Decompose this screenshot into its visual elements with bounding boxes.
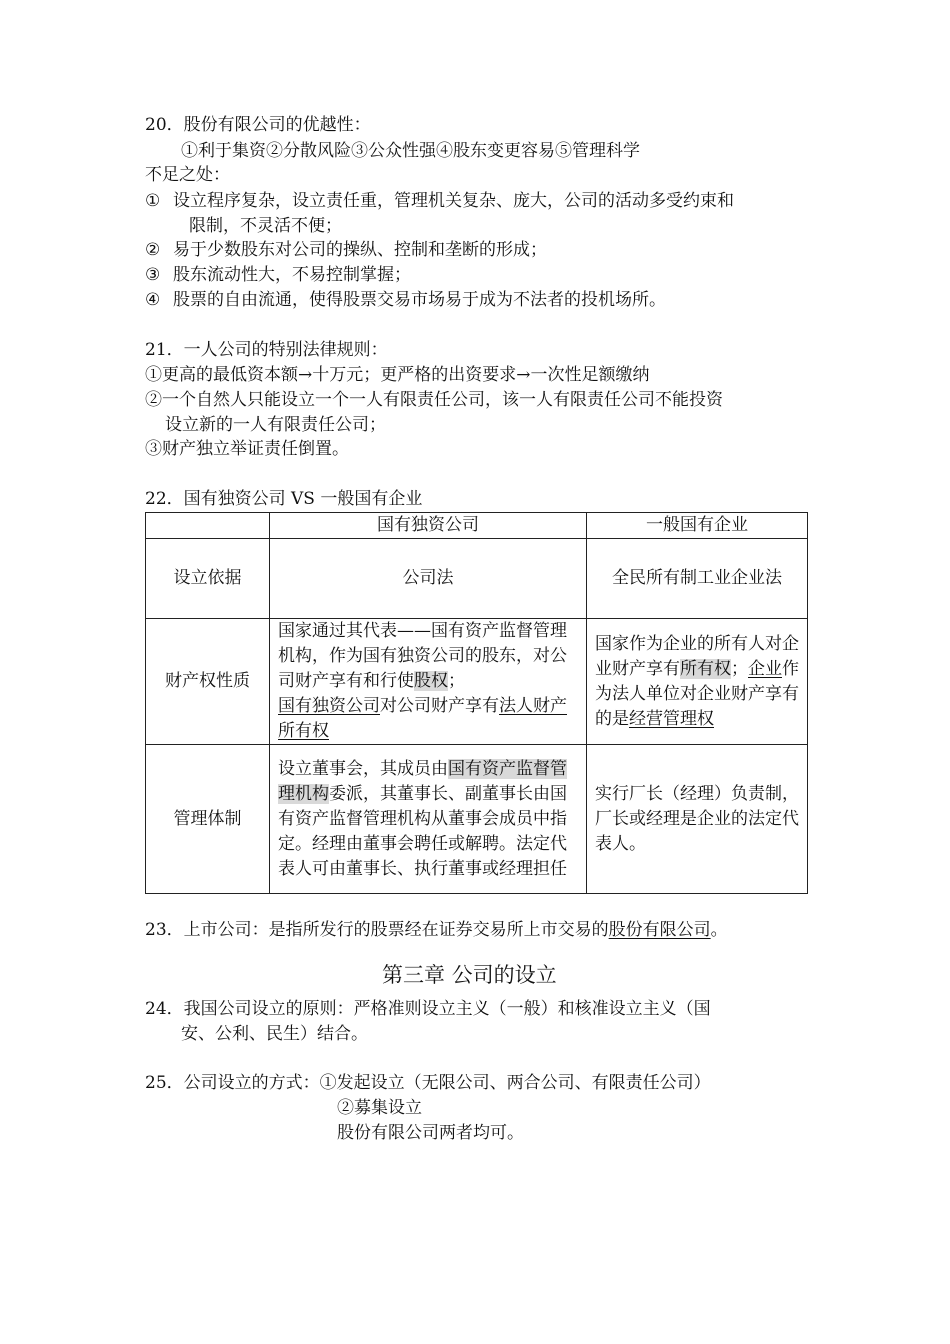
s25-line-3: 股份有限公司两者均可。 bbox=[337, 1123, 524, 1143]
cell-management-col-1 bbox=[270, 745, 587, 894]
s21-line-2-cont: 设立新的一人有限责任公司； bbox=[165, 415, 386, 435]
s22-title: 22．国有独资公司 VS 一般国有企业 bbox=[145, 489, 423, 509]
s20-item-1-cont: 限制，不灵活不便； bbox=[189, 216, 342, 236]
s24-line-2: 安、公利、民生）结合。 bbox=[181, 1024, 368, 1044]
property-c2-text-3: 作为法人单位对企业财产享有的是 bbox=[595, 658, 799, 729]
cell-basis-col-2: 全民所有制工业企业法 bbox=[587, 539, 808, 619]
management-c1-text-2: 委派，其董事长、副董事长由国有资产监督管理机构从董事会成员中指定。经理由董事会聘任或解聘。法定代表人可由董事长、执行董事或经理担任 bbox=[278, 783, 567, 879]
table-header-empty bbox=[146, 513, 270, 539]
property-c2-text-2: ； bbox=[731, 658, 748, 679]
comparison-table bbox=[145, 512, 808, 894]
table-row bbox=[146, 539, 808, 619]
chapter-title: 第三章 公司的设立 bbox=[382, 963, 557, 987]
property-c1-highlight: 股权 bbox=[414, 671, 448, 691]
s20-item-2-num: ② bbox=[145, 240, 161, 260]
row-label-management: 管理体制 bbox=[146, 745, 270, 894]
row-label-property: 财产权性质 bbox=[146, 619, 270, 745]
table-header-col-1: 国有独资公司 bbox=[270, 513, 587, 539]
s20-title: 20．股份有限公司的优越性： bbox=[145, 115, 371, 135]
property-c2-underline-2: 经营管理权 bbox=[629, 708, 714, 729]
management-c1-text-1: 设立董事会，其成员由 bbox=[278, 758, 448, 779]
property-c1-text-3: 对公司财产享有 bbox=[380, 696, 499, 716]
s25-line-2: ②募集设立 bbox=[337, 1098, 422, 1118]
s23-underlined: 股份有限公司 bbox=[608, 920, 711, 940]
s20-item-4-num: ④ bbox=[145, 290, 161, 310]
property-c1-text-1: 国家通过其代表——国有资产监督管理机构，作为国有独资公司的股东，对公司财产享有和行使 bbox=[278, 621, 567, 691]
s20-item-3-num: ③ bbox=[145, 265, 161, 285]
cell-property-col-1 bbox=[270, 619, 587, 745]
s21-line-3: ③财产独立举证责任倒置。 bbox=[145, 439, 349, 459]
s20-item-3-text: 股东流动性大，不易控制掌握； bbox=[173, 265, 411, 285]
s20-advantages: ①利于集资②分散风险③公众性强④股东变更容易⑤管理科学 bbox=[181, 141, 640, 161]
cell-management-col-2: 实行厂长（经理）负责制，厂长或经理是企业的法定代表人。 bbox=[587, 745, 808, 894]
s23-line bbox=[145, 918, 728, 943]
property-c1-underline-2: 法人财产所有权 bbox=[278, 696, 567, 741]
cell-basis-col-1: 公司法 bbox=[270, 539, 587, 619]
s20-item-1-num: ① bbox=[145, 191, 161, 211]
property-c1-text-2: ； bbox=[448, 671, 465, 691]
property-c1-underline-1: 国有独资公司 bbox=[278, 696, 380, 716]
management-c1-highlight: 国有资产监督管理机构 bbox=[278, 758, 567, 804]
table-row bbox=[146, 619, 808, 745]
s20-shortcomings-title: 不足之处： bbox=[145, 165, 230, 185]
property-c2-text-1: 国家作为企业的所有人对企业财产享有 bbox=[595, 633, 799, 679]
s20-item-1-text: 设立程序复杂，设立责任重，管理机关复杂、庞大，公司的活动多受约束和 bbox=[173, 191, 734, 211]
s21-title: 21．一人公司的特别法律规则： bbox=[145, 340, 388, 360]
s20-item-2-text: 易于少数股东对公司的操纵、控制和垄断的形成； bbox=[173, 240, 547, 260]
table-row bbox=[146, 745, 808, 894]
row-label-basis: 设立依据 bbox=[146, 539, 270, 619]
s20-item-4-text: 股票的自由流通，使得股票交易市场易于成为不法者的投机场所。 bbox=[173, 290, 666, 310]
s25-line-1: 25．公司设立的方式：①发起设立（无限公司、两合公司、有限责任公司） bbox=[145, 1073, 711, 1093]
cell-property-col-2 bbox=[587, 619, 808, 745]
s21-line-1: ①更高的最低资本额→十万元；更严格的出资要求→一次性足额缴纳 bbox=[145, 365, 650, 385]
s24-line-1: 24．我国公司设立的原则：严格准则设立主义（一般）和核准设立主义（国 bbox=[145, 999, 711, 1019]
property-c2-underline-1: 企业 bbox=[748, 658, 782, 679]
table-header-row bbox=[146, 513, 808, 539]
s23-prefix: 23．上市公司：是指所发行的股票经在证券交易所上市交易的 bbox=[145, 920, 609, 940]
s21-line-2: ②一个自然人只能设立一个一人有限责任公司，该一人有限责任公司不能投资 bbox=[145, 390, 723, 410]
property-c2-highlight: 所有权 bbox=[680, 658, 731, 679]
table-header-col-2: 一般国有企业 bbox=[587, 513, 808, 539]
s23-suffix: 。 bbox=[710, 920, 728, 940]
